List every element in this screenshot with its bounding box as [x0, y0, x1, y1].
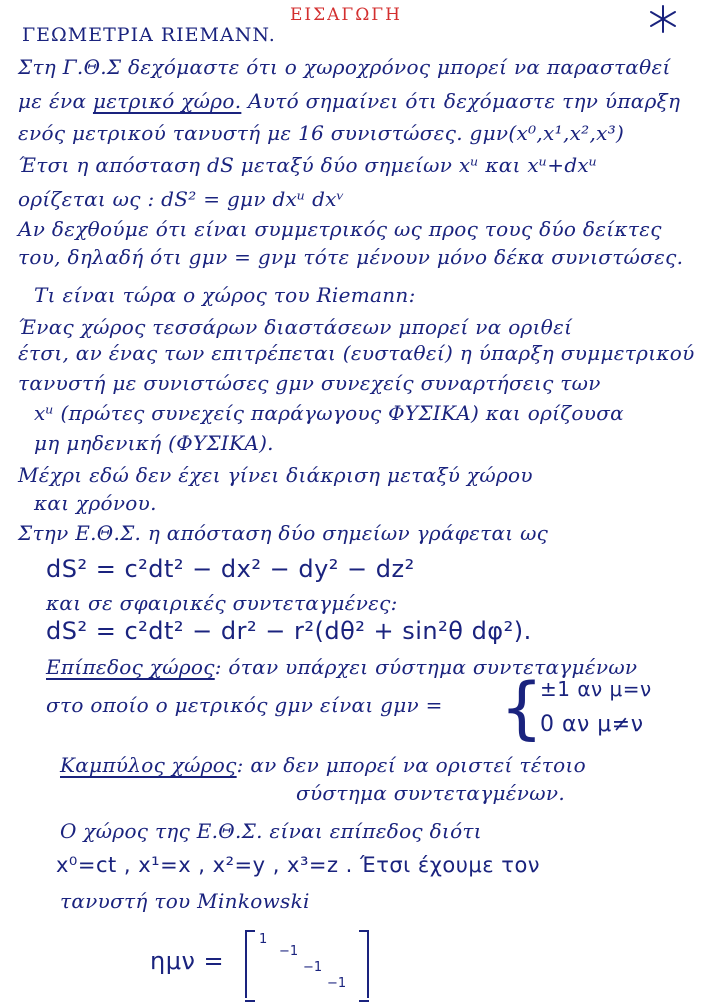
text-line: ενός μετρικού τανυστή με 16 συνιστώσες. gμν(x⁰,x¹,x²,x³): [18, 121, 625, 145]
text-line: Ένας χώρος τεσσάρων διαστάσεων μπορεί να οριθεί: [18, 315, 573, 339]
text-line: ορίζεται ως : dS² = gμν dxᵘ dxᵛ: [18, 187, 345, 211]
text-line: του, δηλαδή ότι gμν = gνμ τότε μένουν μόνο δέκα συνιστώσες.: [18, 245, 684, 269]
subheading: Τι είναι τώρα ο χώρος του Riemann:: [34, 283, 416, 307]
text-run: Αυτό σημαίνει ότι δεχόμαστε την ύπαρξη: [241, 89, 681, 113]
coordinates-equation: x⁰=ct , x¹=x , x²=y , x³=z . Έτσι έχουμε τον: [56, 853, 541, 877]
minkowski-matrix: [245, 930, 369, 998]
equation-spherical: dS² = c²dt² − dr² − r²(dθ² + sin²θ dφ²).: [46, 617, 532, 645]
text-line: έτσι, αν ένας των επιτρέπεται (ευσταθεί) η ύπαρξη συμμετρικού: [18, 341, 695, 365]
curved-space-term: Καμπύλος χώρος: [60, 753, 237, 777]
page-title: ΕΙΣΑΓΩΓΗ: [290, 5, 402, 25]
equation-cartesian: dS² = c²dt² − dx² − dy² − dz²: [46, 555, 415, 583]
brace-symbol: {: [500, 669, 544, 748]
matrix-cell: −1: [303, 960, 323, 975]
text-line: Στη Γ.Θ.Σ δεχόμαστε ότι ο χωροχρόνος μπορεί να παρασταθεί: [18, 55, 671, 79]
text-run: : όταν υπάρχει σύστημα συντεταγμένων: [214, 655, 638, 679]
matrix-cell: 1: [259, 932, 268, 947]
text-line: τανυστή του Minkowski: [60, 889, 310, 913]
text-line: Μέχρι εδώ δεν έχει γίνει διάκριση μεταξύ χώρου: [18, 463, 533, 487]
section-heading: ΓΕΩΜΕΤΡΙΑ RIEMANN.: [22, 24, 276, 46]
text-run: με ένα: [18, 89, 93, 113]
text-line: στο οποίο ο μετρικός gμν είναι gμν =: [46, 693, 443, 717]
metric-space-term: μετρικό χώρο.: [92, 89, 242, 113]
matrix-cell: −1: [279, 944, 299, 959]
text-run: : αν δεν μπορεί να οριστεί τέτοιο: [236, 753, 586, 777]
minkowski-symbol: ημν =: [150, 947, 225, 975]
text-line: Στην Ε.Θ.Σ. η απόσταση δύο σημείων γράφεται ως: [18, 521, 549, 545]
curved-space-line: [60, 752, 586, 778]
case-diagonal: ±1 αν μ=ν: [540, 677, 652, 701]
text-line: xᵘ (πρώτες συνεχείς παράγωγους ΦΥΣΙΚΑ) και ορίζουσα: [34, 401, 624, 425]
text-line: και χρόνου.: [34, 491, 157, 515]
text-line: και σε σφαιρικές συντεταγμένες:: [46, 591, 398, 615]
text-line: Ο χώρος της Ε.Θ.Σ. είναι επίπεδος διότι: [60, 819, 482, 843]
text-line: [18, 88, 680, 114]
matrix-cell: −1: [327, 976, 347, 991]
text-line: μη μηδενική (ΦΥΣΙΚΑ).: [34, 431, 274, 455]
text-line: σύστημα συντεταγμένων.: [296, 781, 565, 805]
text-line: τανυστή με συνιστώσες gμν συνεχείς συναρτήσεις των: [18, 371, 601, 395]
flat-space-term: Επίπεδος χώρος: [46, 655, 215, 679]
text-line: Έτσι η απόσταση dS μεταξύ δύο σημείων xᵘ και xᵘ+dxᵘ: [18, 153, 598, 177]
text-line: Αν δεχθούμε ότι είναι συμμετρικός ως προς τους δύο δείκτες: [18, 217, 662, 241]
asterisk-icon: [648, 4, 678, 34]
case-off-diagonal: 0 αν μ≠ν: [540, 712, 644, 737]
